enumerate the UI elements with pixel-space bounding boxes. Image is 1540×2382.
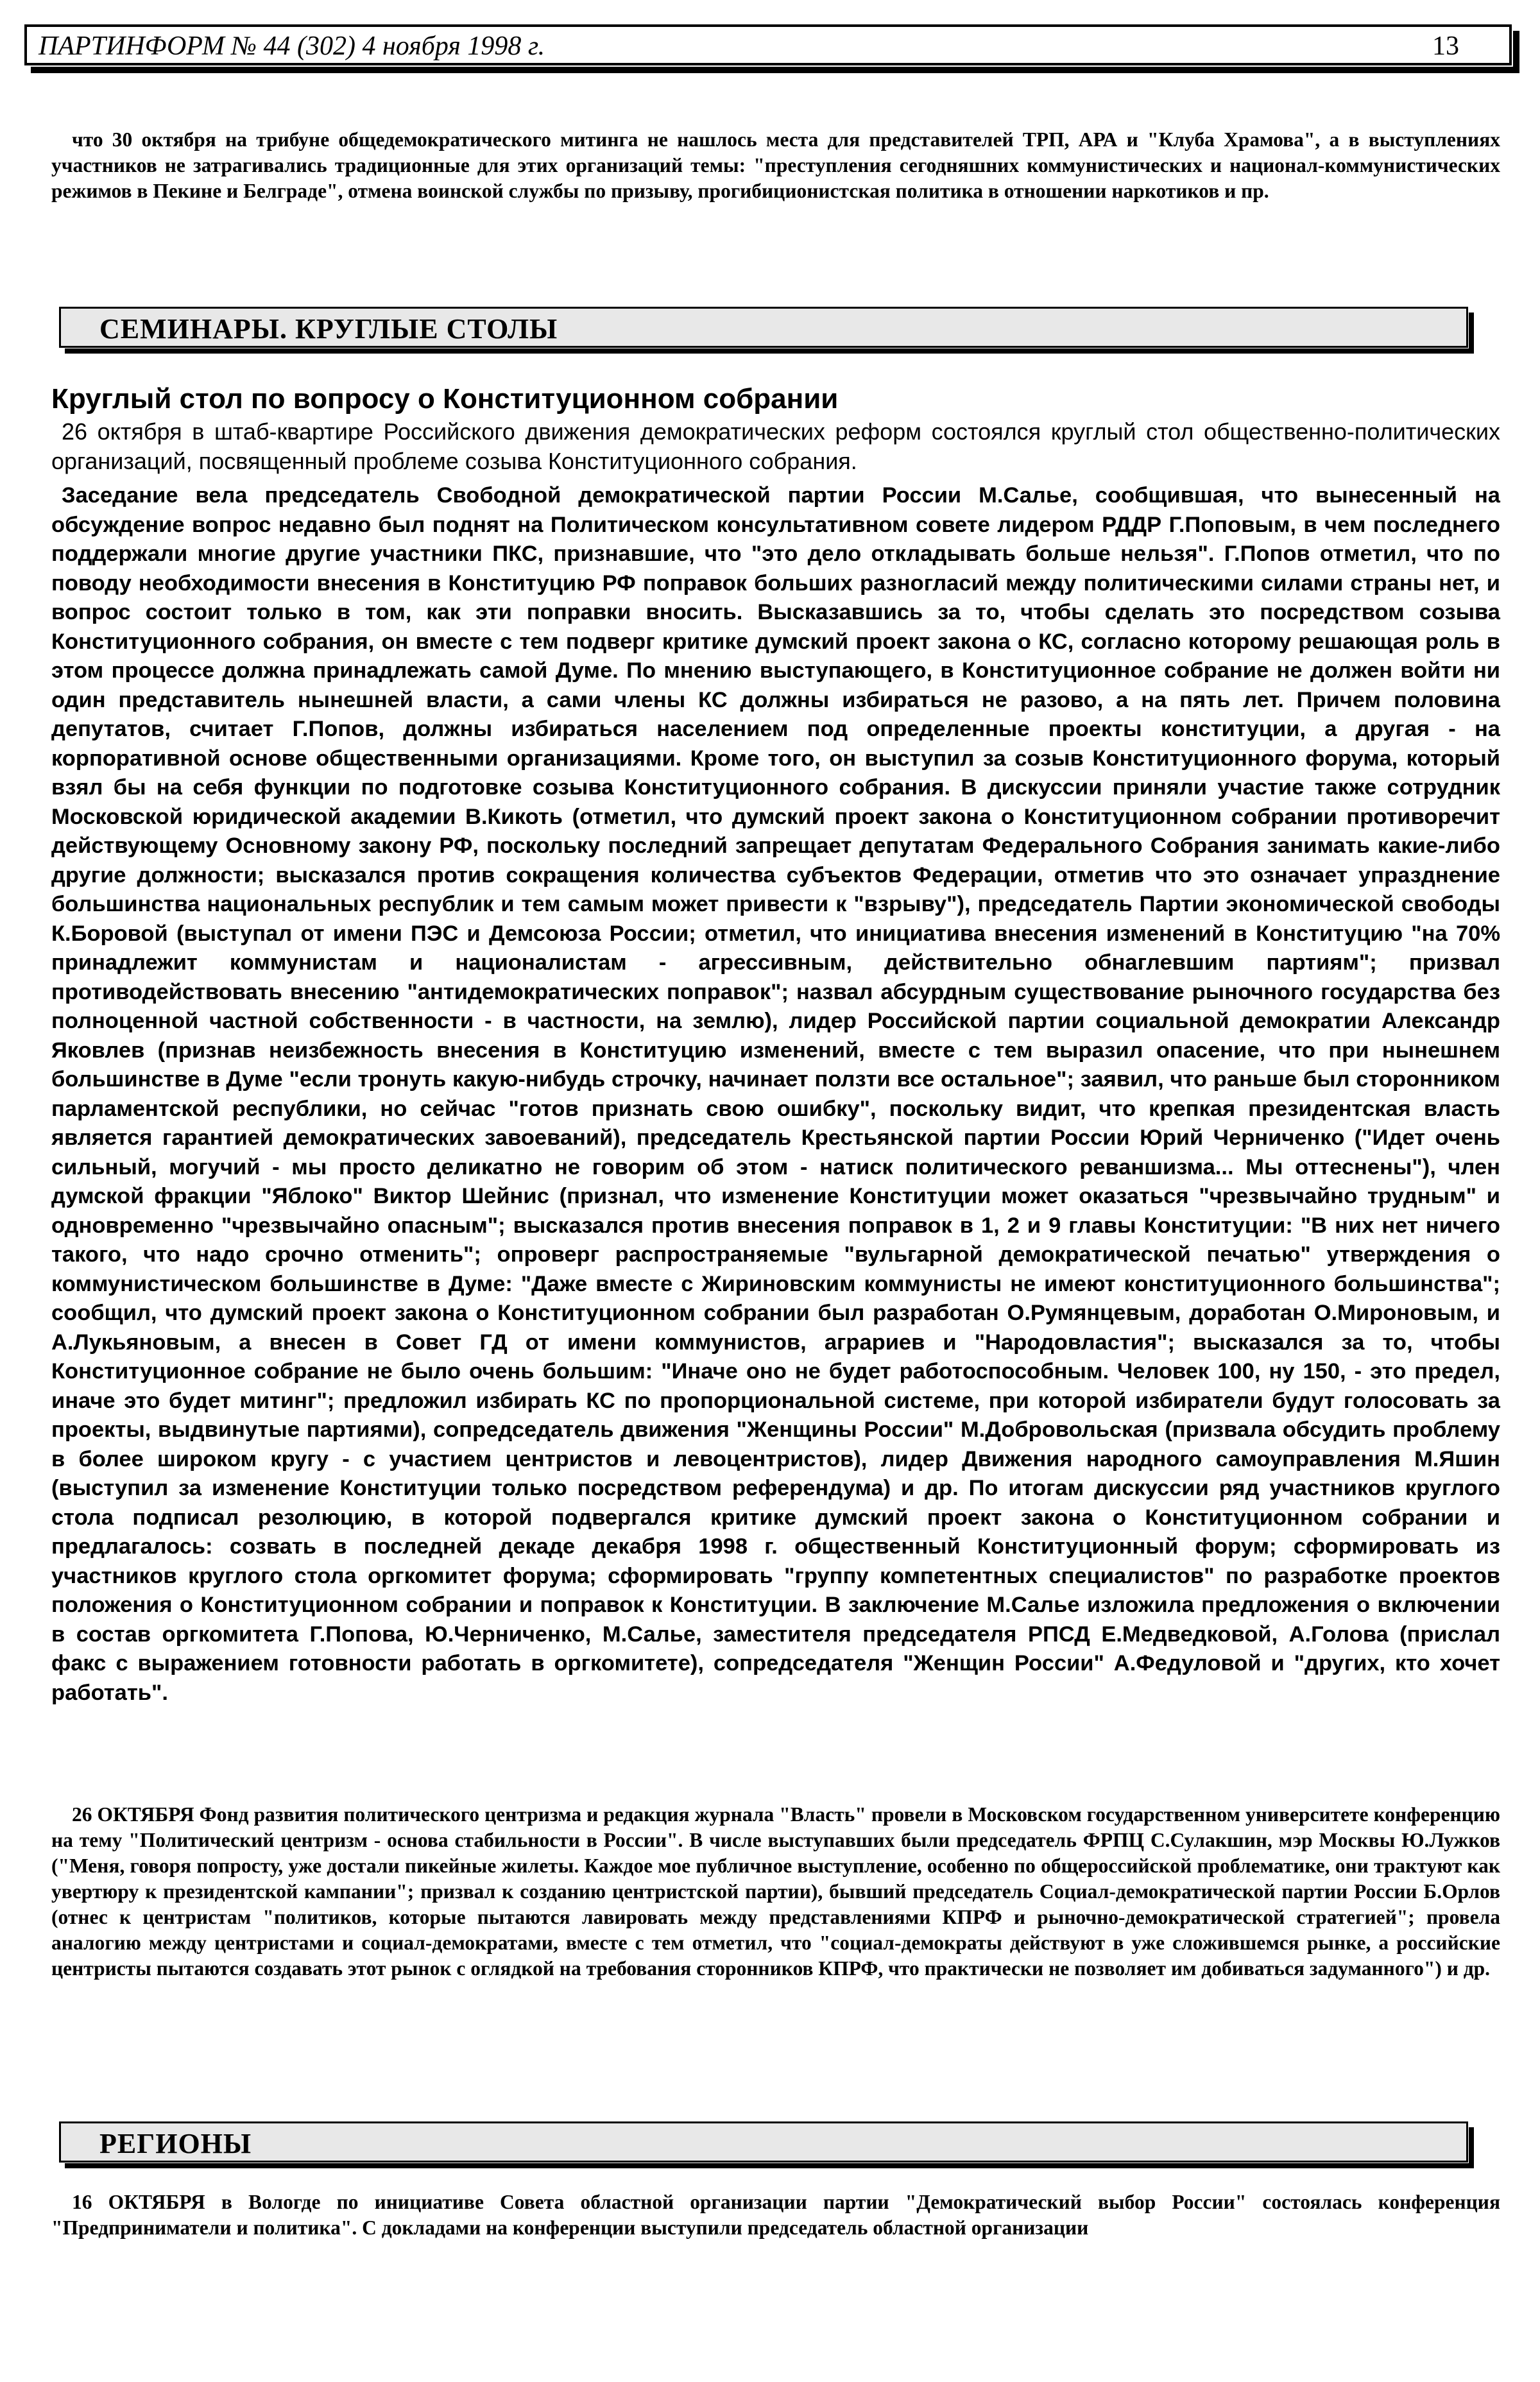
intro-block <box>51 127 1500 204</box>
article-lead: 26 октября в штаб-квартире Российского движения демократических реформ состоялся круглый стол общественно-политических организаций, посвященный проблеме созыва Конституционного собрания. <box>51 418 1500 474</box>
news-item-text: 16 ОКТЯБРЯ в Вологде по инициативе Совета областной организации партии "Демократический выбор России" состоялась конференция "Предприниматели и политика". С докладами на конференции выступили председатель областной организации <box>51 2191 1500 2239</box>
section-title: СЕМИНАРЫ. КРУГЛЫЕ СТОЛЫ <box>99 313 558 345</box>
section-title: РЕГИОНЫ <box>99 2128 252 2159</box>
section-header-regions <box>59 2121 1468 2163</box>
section-header-seminars <box>59 307 1468 348</box>
intro-paragraph: что 30 октября на трибуне общедемократического митинга не нашлось места для представителей ТРП, АРА и "Клуба Храмова", а в выступлениях участников не затрагивались традиционные для этих организаций темы: "преступления сегодняшних коммунистических и национал-коммунистических режимов в Пекине и Белграде", отмена воинской службы по призыву, прогибиционистская политика в отношении наркотиков и пр. <box>51 128 1500 202</box>
publication-title: ПАРТИНФОРМ № 44 (302) 4 ноября 1998 г. <box>38 31 545 61</box>
page-header <box>24 24 1512 65</box>
news-item-vologda <box>51 2189 1500 2241</box>
article-body: Заседание вела председатель Свободной демократической партии России М.Салье, сообщившая, что вынесенный на обсуждение вопрос недавно был поднят на Политическом консультативном совете лидером РДДР Г.Поповым, в чем последнего поддержали многие другие участники ПКС, признавшие, что "это дело откладывать больше нельзя". Г.Попов отметил, что по поводу необходимости внесения в Конституцию РФ поправок больших разногласий между политическими силами страны нет, и вопрос состоит только в том, как эти поправки вносить. Высказавшись за то, чтобы сделать это посредством созыва Конституционного собрания, он вместе с тем подверг критике думский проект закона о КС, согласно которому решающая роль в этом процессе должна принадлежать самой Думе. По мнению выступающего, в Конституционное собрание не должен войти ни один представитель нынешней власти, а сами члены КС должны избираться не разово, а на пять лет. Причем половина депутатов, считает Г.Попов, должны избираться населением под определенные проекты конституции, а другая - на корпоративной основе общественными организациями. Кроме того, он выступил за созыв Конституционного форума, который взял бы на себя функции по подготовке созыва Конституционного собрания. В дискуссии приняли участие также сотрудник Московской юридической академии В.Кикоть (отметил, что думский проект закона о Конституционном собрании противоречит действующему Основному закону РФ, поскольку последний запрещает депутатам Федерального Собрания занимать какие-либо другие должности; высказался против сокращения количества субъектов Федерации, отметив что это означает упразднение большинства национальных республик и тем самым может привести к "взрыву"), председатель Партии экономической свободы К.Боровой (выступал от имени ПЭС и Демсоюза России; отметил, что инициатива внесения изменений в Конституцию "на 70% принадлежит коммунистам и националистам - агрессивным, действительно обнаглевшим партиям"; призвал противодействовать внесению "антидемократических поправок"; назвал абсурдным существование рыночного государства без полноценной частной собственности - в частности, на землю), лидер Российской партии социальной демократии Александр Яковлев (признав неизбежность внесения в Конституцию изменений, вместе с тем выразил опасение, что при нынешнем большинстве в Думе "если тронуть какую-нибудь строчку, начинает ползти все остальное"; заявил, что раньше был сторонником парламентской республики, но сейчас "готов признать свою ошибку", поскольку видит, что крепкая президентская власть является гарантией демократических завоеваний), председатель Крестьянской партии России Юрий Черниченко ("Идет очень сильный, могучий - мы просто деликатно не говорим об этом - натиск политического реваншизма... Мы оттеснены"), член думской фракции "Яблоко" Виктор Шейнис (признал, что изменение Конституции может оказаться "чрезвычайно трудным" и одновременно "чрезвычайно опасным"; высказался против внесения поправок в 1, 2 и 9 главы Конституции: "В них нет ничего такого, что надо срочно отменить"; опроверг распространяемые "вульгарной демократической печатью" утверждения о коммунистическом большинстве в Думе: "Даже вместе с Жириновским коммунисты не имеют конституционного большинства"; сообщил, что думский проект закона о Конституционном собрании был разработан О.Румянцевым, доработан О.Мироновым, и А.Лукьяновым, а внесен в Совет ГД от имени коммунистов, аграриев и "Народовластия"; высказался за то, чтобы Конституционное собрание не было очень большим: "Иначе оно не будет работоспособным. Человек 100, ну 150, - это предел, иначе это будет митинг"; предложил избирать КС по пропорциональной системе, при которой избиратели будут голосовать за проекты, выдвинутые партиями), сопредседатель движения "Женщины России" М.Добровольская (призвала обсудить проблему в более широком кругу - с участием центристов и левоцентристов), лидер Движения народного самоуправления М.Яшин (выступил за изменение Конституции только посредством референдума) и др. По итогам дискуссии ряд участников круглого стола подписал резолюцию, в которой подвергался критике думский проект закона о Конституционном собрании и предлагалось: созвать в последней декаде декабря 1998 г. общественный Конституционный форум; сформировать из участников круглого стола оргкомитет форума; сформировать "группу компетентных специалистов" по разработке проектов положения о Конституционном собрании и поправок к Конституции. В заключение М.Салье изложила предложения о включении в состав оргкомитета Г.Попова, Ю.Черниченко, М.Салье, заместителя председателя РПСД Е.Медведковой, А.Голова (прислал факс с выражением готовности работать в оргкомитете), сопредседателя "Женщин России" А.Федуловой и "других, кто хочет работать". <box>51 483 1500 1705</box>
page-number: 13 <box>1432 31 1459 61</box>
article-round-table <box>51 382 1500 1708</box>
article-heading: Круглый стол по вопросу о Конституционном собрании <box>51 383 839 415</box>
news-item-text: 26 ОКТЯБРЯ Фонд развития политического центризма и редакция журнала "Власть" провели в Московском государственном университете конференцию на тему "Политический центризм - основа стабильности в России". В числе выступавших были председатель ФРПЦ С.Сулакшин, мэр Москвы Ю.Лужков ("Меня, говоря попросту, уже достали пикейные жилеты. Каждое мое публичное выступление, особенно по общероссийской проблематике, они трактуют как увертюру к президентской кампании"; призвал к созданию центристской партии), бывший председатель Социал-демократической партии России Б.Орлов (отнес к центристам "политиков, которые пытаются лавировать между представлениями КПРФ и рыночно-демократической стратегией"; провела аналогию между центристами и социал-демократами, вместе с тем отметил, что "социал-демократы действуют в уже сложившемся рынке, а российские центристы пытаются создавать этот рынок с оглядкой на требования сторонников КПРФ, что практически не позволяет им добиваться задуманного") и др. <box>51 1803 1500 1980</box>
news-item-centrism <box>51 1802 1500 1982</box>
